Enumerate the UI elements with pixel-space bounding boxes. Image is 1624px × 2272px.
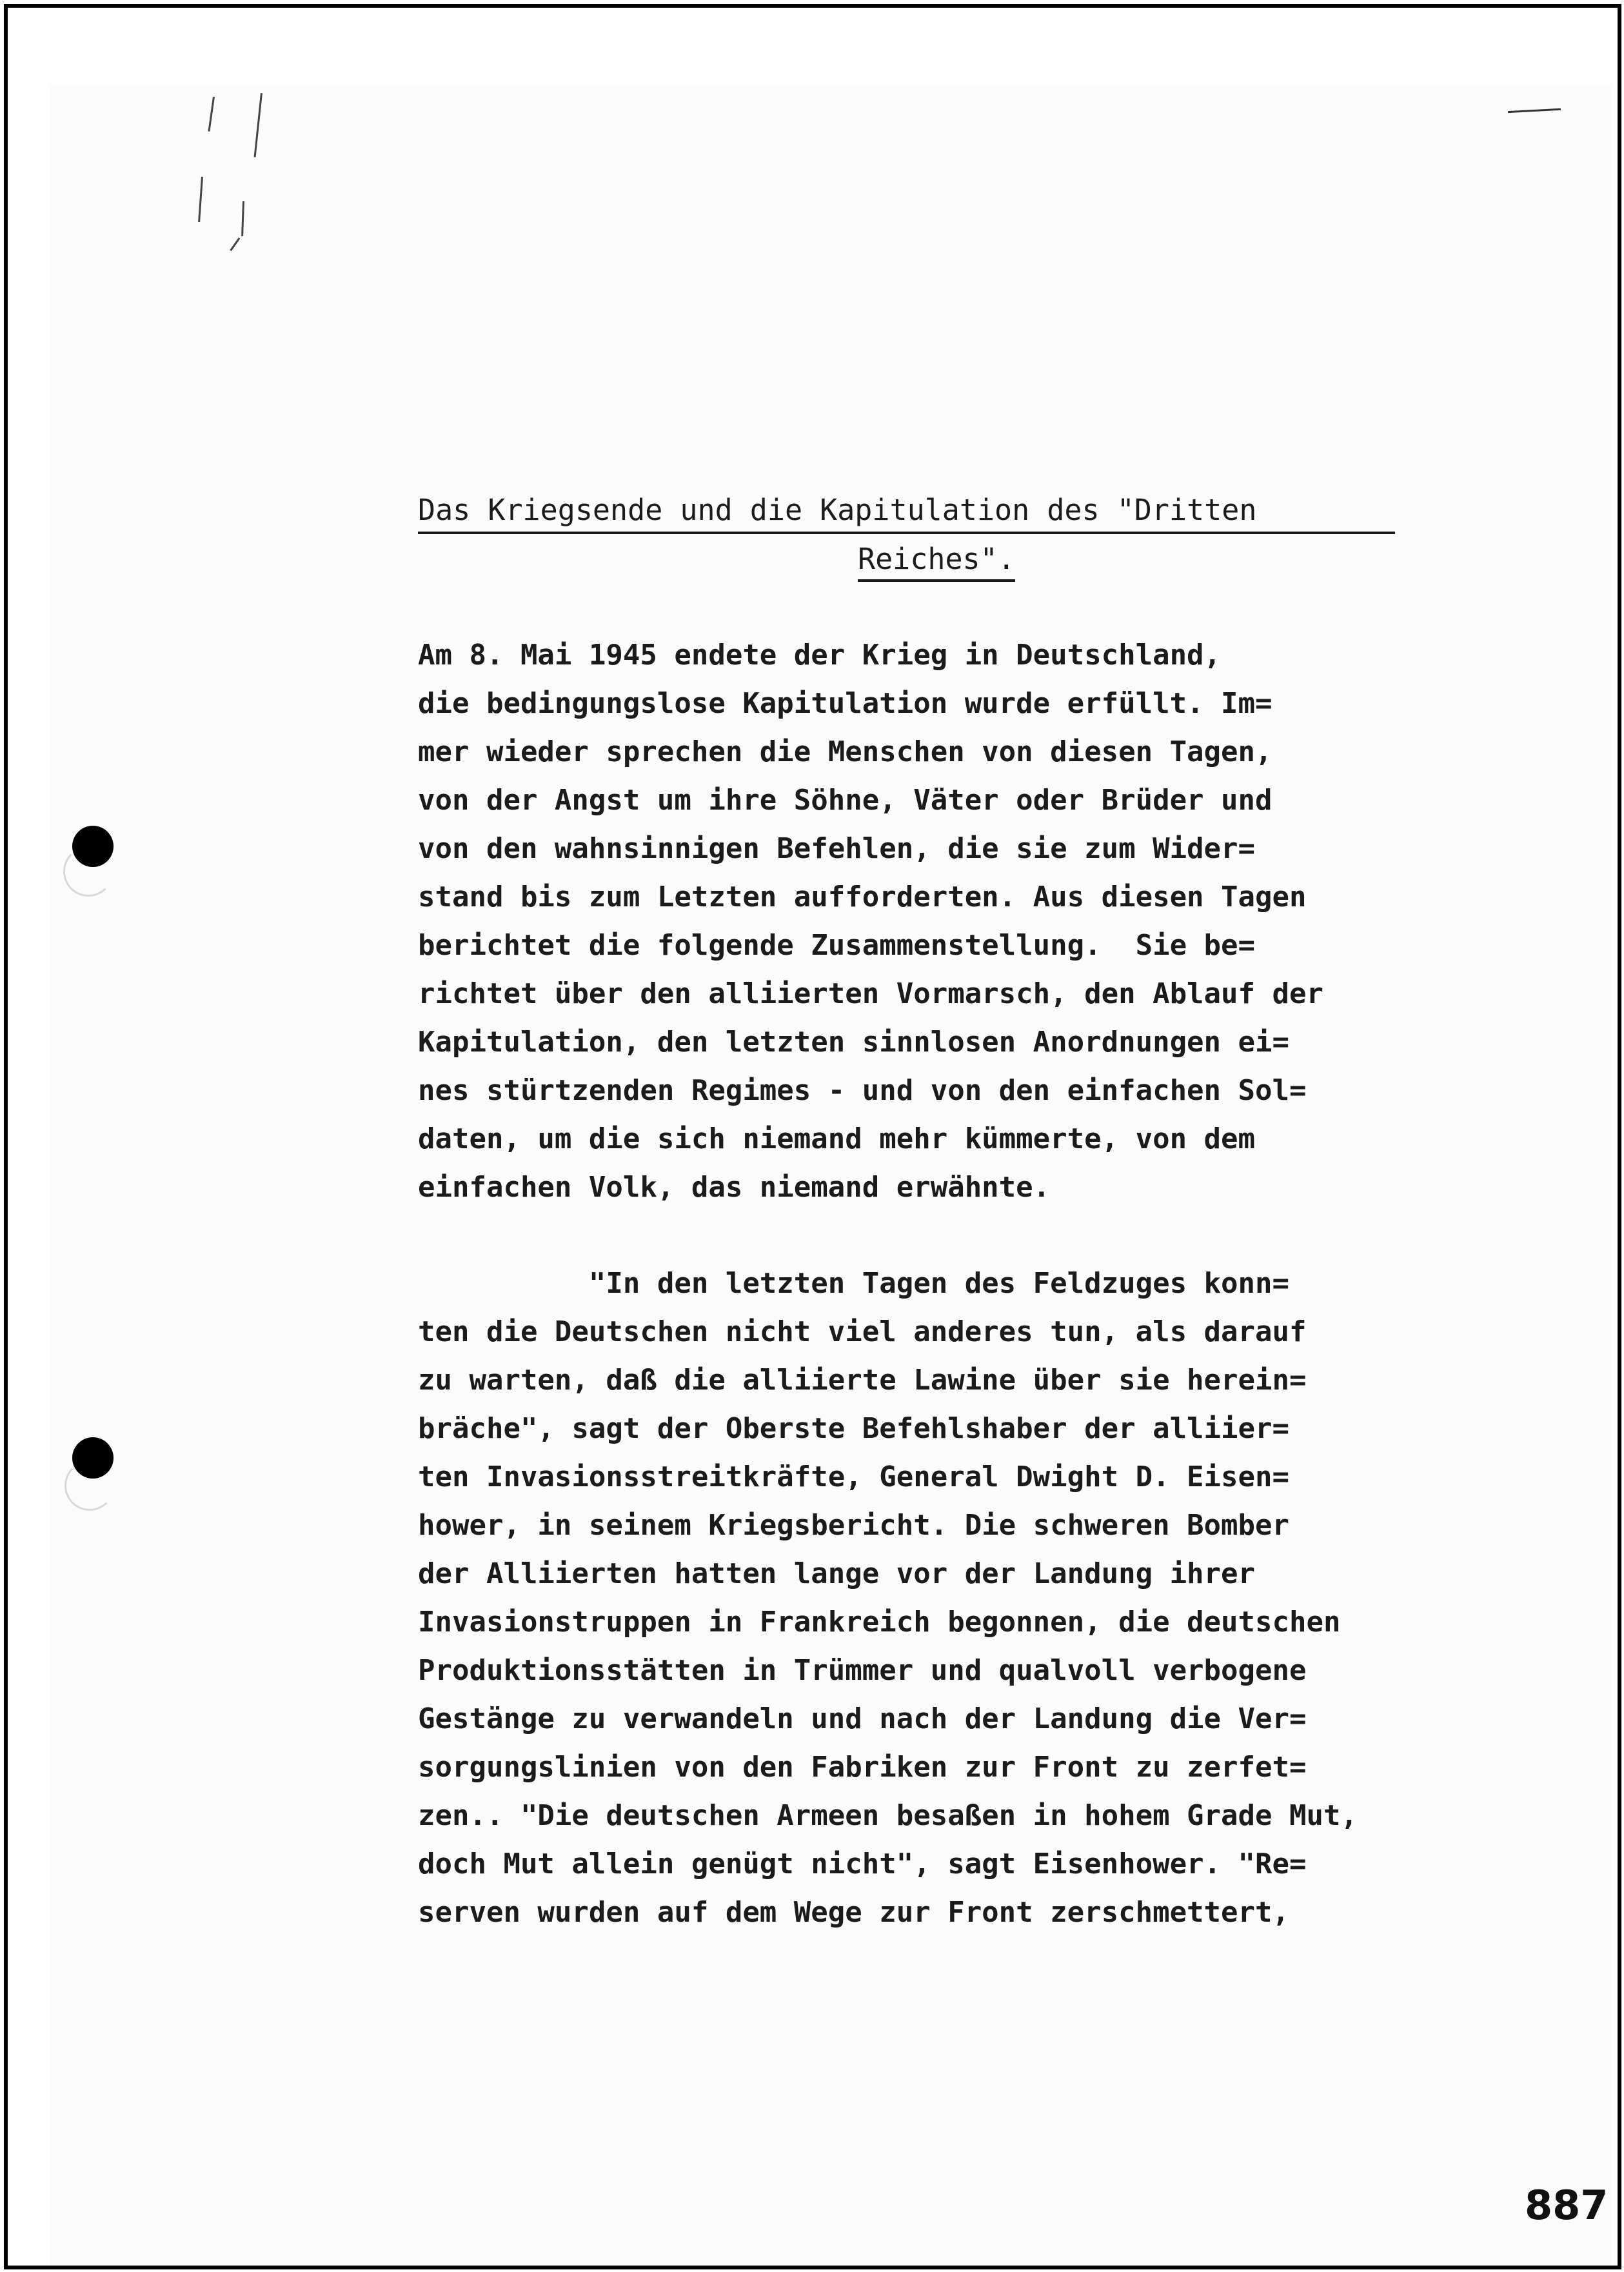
punch-hole-shadow (63, 846, 114, 897)
text-line: einfachen Volk, das niemand erwähnte. (418, 1171, 1051, 1204)
title-line-2: Reiches". (858, 542, 1015, 576)
text-line: von der Angst um ihre Söhne, Väter oder Brüder und (418, 784, 1272, 817)
text-line: Am 8. Mai 1945 endete der Krieg in Deutschland, (418, 639, 1222, 672)
title-underline-2 (858, 579, 1015, 582)
text-line: nes stürtzenden Regimes - und von den einfachen Sol= (418, 1074, 1307, 1107)
paragraph-1 (418, 631, 1553, 1211)
text-line: berichtet die folgende Zusammenstellung. Sie be= (418, 929, 1256, 962)
text-line: hower, in seinem Kriegsbericht. Die schweren Bomber (418, 1509, 1290, 1542)
text-line: Kapitulation, den letzten sinnlosen Anordnungen ei= (418, 1026, 1290, 1059)
text-line: serven wurden auf dem Wege zur Front zerschmettert, (418, 1896, 1290, 1929)
title-underline-1 (418, 532, 1395, 534)
paragraph-2 (418, 1259, 1553, 1937)
text-line: von den wahnsinnigen Befehlen, die sie zum Wider= (418, 832, 1256, 865)
document-page (4, 4, 1621, 2269)
text-line: bräche", sagt der Oberste Befehlshaber der alliier= (418, 1412, 1290, 1445)
text-line: daten, um die sich niemand mehr kümmerte, von dem (418, 1122, 1256, 1155)
text-line: die bedingungslose Kapitulation wurde erfüllt. Im= (418, 687, 1272, 720)
text-line: Invasionstruppen in Frankreich begonnen, die deutschen (418, 1606, 1341, 1639)
text-line: zen.. "Die deutschen Armeen besaßen in hohem Grade Mut, (418, 1799, 1358, 1832)
page-number: 887 (1525, 2182, 1609, 2229)
text-line: Gestänge zu verwandeln und nach der Landung die Ver= (418, 1702, 1307, 1735)
title-line-1: Das Kriegsende und die Kapitulation des "Dritten (418, 493, 1257, 527)
text-line: Produktionsstätten in Trümmer und qualvoll verbogene (418, 1654, 1307, 1687)
text-line: ten die Deutschen nicht viel anderes tun, als darauf (418, 1315, 1307, 1348)
text-line: mer wieder sprechen die Menschen von diesen Tagen, (418, 735, 1272, 768)
punch-hole-shadow (64, 1460, 115, 1511)
text-line: richtet über den alliierten Vormarsch, den Ablauf der (418, 977, 1323, 1010)
text-line: zu warten, daß die alliierte Lawine über sie herein= (418, 1364, 1307, 1397)
text-line: sorgungslinien von den Fabriken zur Front zu zerfet= (418, 1751, 1307, 1784)
text-line: stand bis zum Letzten aufforderten. Aus diesen Tagen (418, 881, 1307, 913)
text-line: doch Mut allein genügt nicht", sagt Eisenhower. "Re= (418, 1848, 1307, 1880)
text-line: "In den letzten Tagen des Feldzuges konn= (418, 1267, 1290, 1300)
text-line: der Alliierten hatten lange vor der Landung ihrer (418, 1557, 1256, 1590)
text-line: ten Invasionsstreitkräfte, General Dwight D. Eisen= (418, 1460, 1290, 1493)
